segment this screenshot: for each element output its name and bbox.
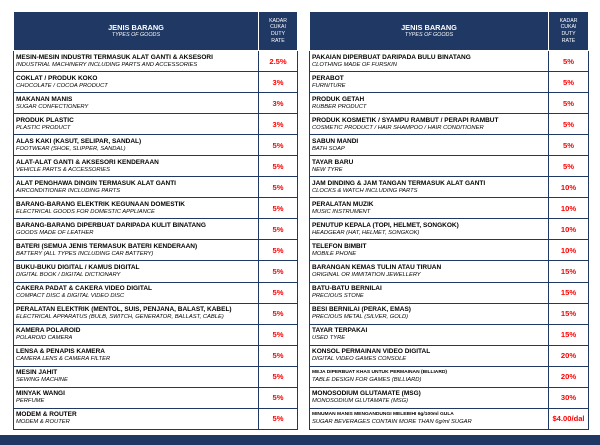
duty-rate-cell: 5% [259, 261, 298, 282]
duty-rate-cell: 5% [549, 93, 589, 114]
goods-name-malay: MEJA DIPERBUAT KHAS UNTUK PERMAINAN (BILLIARD) [312, 370, 448, 376]
table-row [14, 261, 298, 282]
table-row [14, 240, 298, 261]
table-row [14, 93, 298, 114]
goods-name-malay: BUKU-BUKU DIGITAL / KAMUS DIGITAL [16, 263, 140, 271]
goods-name-malay: MESIN JAHIT [16, 369, 58, 377]
goods-header-main: JENIS BARANG [108, 23, 164, 32]
duty-rate-cell: 3% [259, 72, 298, 93]
goods-column-header [310, 12, 549, 51]
duty-rate-cell: 10% [549, 198, 589, 219]
goods-cell [310, 114, 549, 135]
duty-rate-cell: 5% [259, 156, 298, 177]
table-row [14, 51, 298, 72]
goods-name-malay: KAMERA POLAROID [16, 327, 81, 335]
goods-name-malay: PRODUK GETAH [312, 95, 365, 103]
rate-header-line: DUTY [270, 31, 286, 37]
table-row [14, 177, 298, 198]
goods-name-english: FURNITURE [312, 82, 346, 89]
table-row [310, 324, 589, 345]
goods-header-main: JENIS BARANG [401, 23, 457, 32]
table-row [310, 408, 589, 429]
rate-header-line: CUKAI [270, 24, 286, 31]
duty-rate-cell: 15% [549, 324, 589, 345]
goods-cell [310, 198, 549, 219]
goods-name-english: PRECIOUS METAL (SILVER, GOLD) [312, 314, 409, 321]
goods-cell [14, 303, 259, 324]
goods-cell [310, 93, 549, 114]
duty-rate-cell: 5% [259, 198, 298, 219]
goods-cell [310, 240, 549, 261]
goods-name-malay: ALAT-ALAT GANTI & AKSESORI KENDERAAN [16, 158, 159, 166]
rate-column-header [259, 12, 298, 51]
goods-name-malay: TAYAR BARU [312, 158, 354, 166]
goods-cell [310, 72, 549, 93]
goods-name-english: DIGITAL BOOK / DIGITAL DICTIONARY [16, 271, 121, 278]
duty-rate-cell: 5% [259, 219, 298, 240]
goods-header-sub: TYPES OF GOODS [111, 32, 161, 38]
duty-rate-cell: 20% [549, 345, 589, 366]
goods-name-english: CLOTHING MADE OF FURSKIN [312, 61, 397, 68]
table-row [14, 324, 298, 345]
table-row [14, 135, 298, 156]
duty-rate-cell: 2.5% [259, 51, 298, 72]
goods-name-english: CAMERA LENS & CAMERA FILTER [16, 356, 111, 363]
duty-rate-cell: 5% [259, 135, 298, 156]
goods-cell [14, 408, 259, 429]
goods-cell [310, 324, 549, 345]
duty-rate-cell: 5% [549, 114, 589, 135]
goods-name-english: SEWING MACHINE [16, 377, 68, 384]
goods-name-malay: MINYAK WANGI [16, 390, 65, 398]
goods-name-malay: SABUN MANDI [312, 137, 359, 145]
duty-rate-cell: 5% [259, 366, 298, 387]
table-row [310, 240, 589, 261]
goods-name-english: TABLE DESIGN FOR GAMES (BILLIARD) [312, 377, 422, 384]
goods-cell [310, 303, 549, 324]
table-row [310, 366, 589, 387]
duty-table-right [309, 11, 589, 430]
duty-rate-cell: 10% [549, 219, 589, 240]
goods-cell [14, 324, 259, 345]
duty-rate-cell: 30% [549, 387, 589, 408]
goods-name-malay: TELEFON BIMBIT [312, 242, 367, 250]
goods-cell [310, 177, 549, 198]
goods-name-malay: BESI BERNILAI (PERAK, EMAS) [312, 306, 411, 314]
rate-header-line: KADAR [269, 17, 287, 24]
table-body-left [14, 51, 298, 430]
goods-name-english: MOBILE PHONE [312, 250, 357, 257]
goods-column-header [14, 12, 259, 51]
table-body-right [310, 51, 589, 430]
duty-rate-cell: 3% [259, 114, 298, 135]
goods-cell [14, 345, 259, 366]
table-row [14, 408, 298, 429]
table-row [310, 114, 589, 135]
table-row [310, 282, 589, 303]
goods-name-english: AIRCONDITIONER INCLUDING PARTS [16, 187, 121, 194]
duty-rate-cell: 15% [549, 282, 589, 303]
duty-rate-cell: 5% [259, 303, 298, 324]
goods-cell [14, 51, 259, 72]
goods-cell [310, 387, 549, 408]
goods-name-english: SUGAR BEVERAGES CONTAIN MORE THAN 6g/ml SUGAR [312, 419, 472, 426]
duty-rate-cell: 20% [549, 366, 589, 387]
goods-name-malay: PERALATAN ELEKTRIK (MENTOL, SUIS, PENJANA, BALAST, KABEL) [16, 306, 232, 314]
table-row [14, 345, 298, 366]
duty-rate-cell: 5% [549, 156, 589, 177]
goods-name-english: PERFUME [16, 398, 45, 405]
goods-name-malay: MINUMAN MANIS MENGANDUNGI MELEBIHI 6g/100ml GULA [312, 412, 454, 418]
table-row [310, 345, 589, 366]
table-row [310, 177, 589, 198]
goods-name-malay: ALAT PENGHAWA DINGIN TERMASUK ALAT GANTI [16, 179, 176, 187]
goods-name-english: PLASTIC PRODUCT [16, 124, 71, 131]
goods-cell [14, 261, 259, 282]
goods-cell [14, 198, 259, 219]
goods-name-malay: MONOSODIUM GLUTAMATE (MSG) [312, 390, 421, 398]
table-row [14, 72, 298, 93]
footer-bar [0, 435, 600, 445]
goods-name-malay: PERALATAN MUZIK [312, 200, 374, 208]
goods-name-malay: BATERI (SEMUA JENIS TERMASUK BATERI KENDERAAN) [16, 242, 198, 250]
goods-name-english: RUBBER PRODUCT [312, 103, 367, 110]
goods-cell [310, 135, 549, 156]
goods-header-sub: TYPES OF GOODS [404, 32, 454, 38]
goods-name-english: GOODS MADE OF LEATHER [16, 229, 94, 236]
goods-cell [14, 219, 259, 240]
goods-name-english: POLAROID CAMERA [16, 335, 73, 342]
table-row [14, 219, 298, 240]
table-row [14, 114, 298, 135]
rate-header-line: RATE [561, 37, 576, 44]
goods-name-english: MONOSODIUM GLUTAMATE (MSG) [312, 398, 409, 405]
table-row [14, 366, 298, 387]
duty-rate-cell: 5% [259, 282, 298, 303]
duty-rate-cell: 10% [549, 240, 589, 261]
goods-name-malay: PAKAIAN DIPERBUAT DARIPADA BULU BINATANG [312, 53, 471, 61]
goods-cell [14, 93, 259, 114]
goods-cell [310, 282, 549, 303]
goods-name-malay: MODEM & ROUTER [16, 411, 77, 419]
goods-cell [310, 219, 549, 240]
duty-rate-cell: 10% [549, 177, 589, 198]
goods-name-malay: PRODUK KOSMETIK / SYAMPU RAMBUT / PERAPI RAMBUT [312, 116, 499, 124]
duty-rate-cell: 5% [259, 387, 298, 408]
goods-name-malay: PRODUK PLASTIC [16, 116, 74, 124]
goods-cell [14, 72, 259, 93]
goods-name-english: MUSIC INSTRUMENT [312, 208, 371, 215]
goods-cell [14, 387, 259, 408]
duty-rate-cell: 3% [259, 93, 298, 114]
duty-rate-cell: 5% [259, 240, 298, 261]
goods-name-malay: COKLAT / PRODUK KOKO [16, 74, 98, 82]
rate-header-line: CUKAI [560, 24, 577, 31]
goods-name-english: USED TYRE [312, 335, 346, 342]
table-row [310, 72, 589, 93]
goods-name-english: ELECTRICAL APPARATUS (BULB, SWITCH, GENERATOR, BALLAST, CABLE) [16, 314, 224, 321]
goods-name-english: BATTERY (ALL TYPES INCLUDING CAR BATTERY) [16, 250, 154, 257]
goods-name-english: ORIGINAL OR IMMITATION JEWELLERY [312, 271, 421, 278]
duty-rate-cell: 5% [549, 51, 589, 72]
table-row [310, 156, 589, 177]
duty-rate-cell: 5% [259, 345, 298, 366]
goods-name-malay: BARANGAN KEMAS TULIN ATAU TIRUAN [312, 263, 442, 271]
goods-name-english: DIGITAL VIDEO GAMES CONSOLE [312, 356, 407, 363]
goods-name-english: COSMETIC PRODUCT / HAIR SHAMPOO / HAIR CONDITIONER [312, 124, 484, 131]
table-row [310, 303, 589, 324]
rate-column-header [549, 12, 589, 51]
table-row [14, 387, 298, 408]
goods-cell [14, 156, 259, 177]
goods-name-english: VEHICLE PARTS & ACCESSORIES [16, 166, 110, 173]
table-row [310, 198, 589, 219]
goods-cell [14, 114, 259, 135]
table-row [14, 282, 298, 303]
goods-name-malay: BATU-BATU BERNILAI [312, 285, 382, 293]
table-row [310, 219, 589, 240]
rate-header-line: KADAR [559, 17, 578, 24]
table-header-row [310, 12, 589, 51]
goods-name-english: MODEM & ROUTER [16, 419, 70, 426]
duty-rate-cell: 15% [549, 303, 589, 324]
duty-rate-cell: 5% [259, 177, 298, 198]
goods-name-english: CHOCOLATE / COCOA PRODUCT [16, 82, 108, 89]
goods-name-malay: BARANG-BARANG DIPERBUAT DARIPADA KULIT BINATANG [16, 221, 206, 229]
goods-name-malay: PENUTUP KEPALA (TOPI, HELMET, SONGKOK) [312, 221, 459, 229]
goods-cell [310, 51, 549, 72]
goods-name-english: FOOTWEAR (SHOE, SLIPPER, SANDAL) [16, 145, 126, 152]
duty-rate-cell: 5% [259, 324, 298, 345]
goods-name-english: INDUSTRIAL MACHINERY INCLUDING PARTS AND ACCESSORIES [16, 61, 198, 68]
table-row [14, 303, 298, 324]
goods-cell [310, 261, 549, 282]
goods-name-english: PRECIOUS STONE [312, 293, 364, 300]
goods-name-english: COMPACT DISC & DIGITAL VIDEO DISC [16, 293, 125, 300]
goods-cell [14, 282, 259, 303]
rate-header-line: DUTY [561, 31, 576, 37]
goods-name-malay: CAKERA PADAT & CAKERA VIDEO DIGITAL [16, 285, 153, 293]
duty-rate-cell: 15% [549, 261, 589, 282]
rate-header-line: RATE [271, 37, 285, 44]
goods-name-english: SUGAR CONFECTIONERY [16, 103, 89, 110]
goods-cell [310, 366, 549, 387]
goods-name-malay: ALAS KAKI (KASUT, SELIPAR, SANDAL) [16, 137, 142, 145]
goods-cell [14, 177, 259, 198]
table-header-row [14, 12, 298, 51]
goods-cell [14, 240, 259, 261]
goods-cell [310, 345, 549, 366]
goods-cell [14, 135, 259, 156]
goods-cell [310, 408, 549, 429]
goods-name-english: CLOCKS & WATCH INCLUDING PARTS [312, 187, 418, 194]
duty-rate-cell: 5% [549, 135, 589, 156]
duty-rate-cell: 5% [259, 408, 298, 429]
goods-name-english: ELECTRICAL GOODS FOR DOMESTIC APPLIANCE [16, 208, 155, 215]
goods-name-malay: KONSOL PERMAINAN VIDEO DIGITAL [312, 348, 431, 356]
goods-name-malay: LENSA & PENAPIS KAMERA [16, 348, 105, 356]
goods-name-malay: PERABOT [312, 74, 344, 82]
duty-table-left [13, 11, 298, 430]
goods-name-english: NEW TYRE [312, 166, 343, 173]
goods-name-english: BATH SOAP [312, 145, 345, 152]
goods-name-malay: TAYAR TERPAKAI [312, 327, 368, 335]
goods-name-malay: JAM DINDING & JAM TANGAN TERMASUK ALAT GANTI [312, 179, 486, 187]
duty-rate-cell: 5% [549, 72, 589, 93]
table-row [310, 261, 589, 282]
table-row [310, 387, 589, 408]
goods-cell [310, 156, 549, 177]
goods-name-malay: MAKANAN MANIS [16, 95, 73, 103]
table-row [310, 93, 589, 114]
goods-cell [14, 366, 259, 387]
table-row [14, 156, 298, 177]
goods-name-malay: MESIN-MESIN INDUSTRI TERMASUK ALAT GANTI & AKSESORI [16, 53, 213, 61]
goods-name-english: HEADGEAR (HAT, HELMET, SONGKOK) [312, 229, 420, 236]
table-row [310, 135, 589, 156]
table-row [14, 198, 298, 219]
duty-rate-cell: $4.00/dal [549, 408, 589, 429]
goods-name-malay: BARANG-BARANG ELEKTRIK KEGUNAAN DOMESTIK [16, 200, 185, 208]
table-row [310, 51, 589, 72]
